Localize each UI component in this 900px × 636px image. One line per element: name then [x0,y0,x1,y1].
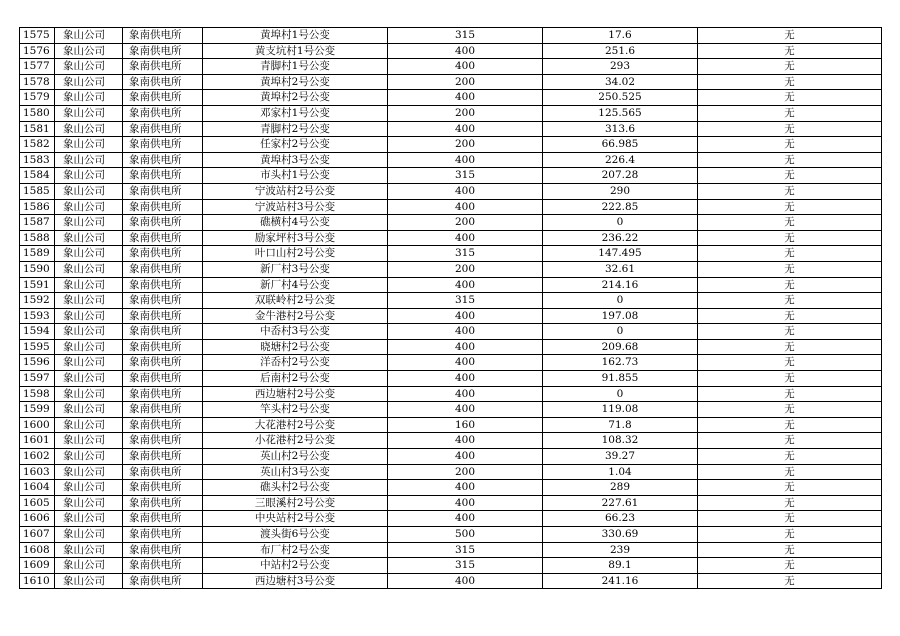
transformer-name-cell: 黄埠村2号公变 [203,90,388,106]
table-row [20,558,882,574]
status-cell: 无 [698,402,882,418]
status-cell: 无 [698,215,882,231]
capacity-cell: 200 [388,464,543,480]
capacity-cell: 200 [388,74,543,90]
status-cell: 无 [698,183,882,199]
status-cell: 无 [698,137,882,153]
load-cell: 197.08 [543,308,698,324]
capacity-cell: 400 [388,339,543,355]
table-row [20,433,882,449]
table-row [20,293,882,309]
company-cell: 象山公司 [55,433,123,449]
table-row [20,90,882,106]
status-cell: 无 [698,386,882,402]
table-row [20,324,882,340]
table-row [20,355,882,371]
load-cell: 66.985 [543,137,698,153]
table-row [20,246,882,262]
row-number-cell: 1579 [20,90,55,106]
load-cell: 0 [543,324,698,340]
capacity-cell: 400 [388,386,543,402]
station-cell: 象南供电所 [123,152,203,168]
table-row [20,371,882,387]
status-cell: 无 [698,480,882,496]
company-cell: 象山公司 [55,28,123,44]
capacity-cell: 400 [388,183,543,199]
status-cell: 无 [698,199,882,215]
capacity-cell: 400 [388,59,543,75]
row-number-cell: 1593 [20,308,55,324]
load-cell: 32.61 [543,261,698,277]
row-number-cell: 1591 [20,277,55,293]
row-number-cell: 1603 [20,464,55,480]
transformer-name-cell: 布厂村2号公变 [203,542,388,558]
capacity-cell: 200 [388,215,543,231]
station-cell: 象南供电所 [123,449,203,465]
company-cell: 象山公司 [55,308,123,324]
transformer-name-cell: 青脚村1号公变 [203,59,388,75]
station-cell: 象南供电所 [123,28,203,44]
load-cell: 71.8 [543,417,698,433]
load-cell: 250.525 [543,90,698,106]
load-cell: 17.6 [543,28,698,44]
capacity-cell: 400 [388,371,543,387]
row-number-cell: 1588 [20,230,55,246]
row-number-cell: 1577 [20,59,55,75]
company-cell: 象山公司 [55,464,123,480]
company-cell: 象山公司 [55,183,123,199]
transformer-name-cell: 黄埠村3号公变 [203,152,388,168]
table-row [20,59,882,75]
station-cell: 象南供电所 [123,308,203,324]
company-cell: 象山公司 [55,74,123,90]
transformer-name-cell: 三眼溪村2号公变 [203,495,388,511]
transformer-name-cell: 竿头村2号公变 [203,402,388,418]
company-cell: 象山公司 [55,527,123,543]
status-cell: 无 [698,246,882,262]
company-cell: 象山公司 [55,355,123,371]
load-cell: 0 [543,386,698,402]
row-number-cell: 1592 [20,293,55,309]
capacity-cell: 400 [388,230,543,246]
table-body [20,28,882,589]
status-cell: 无 [698,308,882,324]
transformer-name-cell: 大花港村2号公变 [203,417,388,433]
company-cell: 象山公司 [55,105,123,121]
row-number-cell: 1598 [20,386,55,402]
transformer-name-cell: 叶口山村2号公变 [203,246,388,262]
company-cell: 象山公司 [55,215,123,231]
table-row [20,152,882,168]
status-cell: 无 [698,230,882,246]
station-cell: 象南供电所 [123,511,203,527]
table-row [20,542,882,558]
station-cell: 象南供电所 [123,558,203,574]
load-cell: 0 [543,293,698,309]
load-cell: 241.16 [543,573,698,589]
station-cell: 象南供电所 [123,59,203,75]
capacity-cell: 500 [388,527,543,543]
row-number-cell: 1601 [20,433,55,449]
company-cell: 象山公司 [55,511,123,527]
transformer-table [19,27,882,589]
company-cell: 象山公司 [55,199,123,215]
station-cell: 象南供电所 [123,371,203,387]
row-number-cell: 1608 [20,542,55,558]
transformer-name-cell: 宁波站村2号公变 [203,183,388,199]
capacity-cell: 400 [388,121,543,137]
company-cell: 象山公司 [55,480,123,496]
table-row [20,74,882,90]
capacity-cell: 400 [388,308,543,324]
status-cell: 无 [698,74,882,90]
capacity-cell: 400 [388,480,543,496]
transformer-name-cell: 励家坪村3号公变 [203,230,388,246]
transformer-name-cell: 宁波站村3号公变 [203,199,388,215]
station-cell: 象南供电所 [123,43,203,59]
row-number-cell: 1605 [20,495,55,511]
company-cell: 象山公司 [55,573,123,589]
table-row [20,168,882,184]
status-cell: 无 [698,277,882,293]
station-cell: 象南供电所 [123,246,203,262]
row-number-cell: 1578 [20,74,55,90]
row-number-cell: 1575 [20,28,55,44]
company-cell: 象山公司 [55,168,123,184]
load-cell: 222.85 [543,199,698,215]
company-cell: 象山公司 [55,121,123,137]
load-cell: 108.32 [543,433,698,449]
transformer-name-cell: 洋岙村2号公变 [203,355,388,371]
station-cell: 象南供电所 [123,355,203,371]
company-cell: 象山公司 [55,59,123,75]
table-row [20,230,882,246]
load-cell: 66.23 [543,511,698,527]
row-number-cell: 1609 [20,558,55,574]
table-row [20,28,882,44]
station-cell: 象南供电所 [123,74,203,90]
station-cell: 象南供电所 [123,137,203,153]
row-number-cell: 1607 [20,527,55,543]
transformer-name-cell: 西边塘村3号公变 [203,573,388,589]
table-row [20,480,882,496]
station-cell: 象南供电所 [123,480,203,496]
station-cell: 象南供电所 [123,90,203,106]
capacity-cell: 400 [388,152,543,168]
capacity-cell: 160 [388,417,543,433]
transformer-name-cell: 礁头村2号公变 [203,480,388,496]
capacity-cell: 400 [388,355,543,371]
capacity-cell: 400 [388,324,543,340]
status-cell: 无 [698,542,882,558]
status-cell: 无 [698,433,882,449]
row-number-cell: 1599 [20,402,55,418]
station-cell: 象南供电所 [123,527,203,543]
table-row [20,105,882,121]
capacity-cell: 200 [388,261,543,277]
row-number-cell: 1596 [20,355,55,371]
status-cell: 无 [698,90,882,106]
company-cell: 象山公司 [55,90,123,106]
company-cell: 象山公司 [55,495,123,511]
transformer-name-cell: 中岙村3号公变 [203,324,388,340]
station-cell: 象南供电所 [123,105,203,121]
capacity-cell: 315 [388,558,543,574]
transformer-name-cell: 双联岭村2号公变 [203,293,388,309]
transformer-name-cell: 青脚村2号公变 [203,121,388,137]
load-cell: 209.68 [543,339,698,355]
company-cell: 象山公司 [55,277,123,293]
capacity-cell: 315 [388,168,543,184]
capacity-cell: 200 [388,105,543,121]
company-cell: 象山公司 [55,371,123,387]
capacity-cell: 400 [388,199,543,215]
transformer-name-cell: 后南村2号公变 [203,371,388,387]
table-row [20,277,882,293]
transformer-name-cell: 黄支坑村1号公变 [203,43,388,59]
table-row [20,449,882,465]
row-number-cell: 1583 [20,152,55,168]
load-cell: 119.08 [543,402,698,418]
row-number-cell: 1586 [20,199,55,215]
transformer-name-cell: 黄埠村2号公变 [203,74,388,90]
status-cell: 无 [698,355,882,371]
load-cell: 226.4 [543,152,698,168]
table-row [20,464,882,480]
station-cell: 象南供电所 [123,573,203,589]
load-cell: 1.04 [543,464,698,480]
status-cell: 无 [698,261,882,277]
company-cell: 象山公司 [55,324,123,340]
capacity-cell: 400 [388,277,543,293]
transformer-name-cell: 英山村2号公变 [203,449,388,465]
load-cell: 125.565 [543,105,698,121]
table-row [20,417,882,433]
load-cell: 147.495 [543,246,698,262]
status-cell: 无 [698,105,882,121]
row-number-cell: 1594 [20,324,55,340]
row-number-cell: 1604 [20,480,55,496]
row-number-cell: 1581 [20,121,55,137]
row-number-cell: 1610 [20,573,55,589]
capacity-cell: 400 [388,402,543,418]
capacity-cell: 400 [388,433,543,449]
company-cell: 象山公司 [55,542,123,558]
station-cell: 象南供电所 [123,542,203,558]
load-cell: 289 [543,480,698,496]
table-row [20,495,882,511]
company-cell: 象山公司 [55,402,123,418]
load-cell: 313.6 [543,121,698,137]
station-cell: 象南供电所 [123,277,203,293]
capacity-cell: 400 [388,449,543,465]
company-cell: 象山公司 [55,293,123,309]
load-cell: 239 [543,542,698,558]
table-row [20,527,882,543]
load-cell: 89.1 [543,558,698,574]
load-cell: 162.73 [543,355,698,371]
capacity-cell: 315 [388,542,543,558]
table-row [20,402,882,418]
table-row [20,511,882,527]
table-row [20,386,882,402]
row-number-cell: 1580 [20,105,55,121]
row-number-cell: 1597 [20,371,55,387]
capacity-cell: 315 [388,246,543,262]
status-cell: 无 [698,449,882,465]
station-cell: 象南供电所 [123,417,203,433]
status-cell: 无 [698,417,882,433]
status-cell: 无 [698,339,882,355]
transformer-name-cell: 西边塘村2号公变 [203,386,388,402]
status-cell: 无 [698,121,882,137]
company-cell: 象山公司 [55,386,123,402]
row-number-cell: 1587 [20,215,55,231]
table-row [20,183,882,199]
station-cell: 象南供电所 [123,402,203,418]
status-cell: 无 [698,28,882,44]
station-cell: 象南供电所 [123,339,203,355]
status-cell: 无 [698,293,882,309]
table-row [20,308,882,324]
load-cell: 34.02 [543,74,698,90]
station-cell: 象南供电所 [123,324,203,340]
transformer-name-cell: 邓家村1号公变 [203,105,388,121]
station-cell: 象南供电所 [123,293,203,309]
station-cell: 象南供电所 [123,199,203,215]
load-cell: 251.6 [543,43,698,59]
capacity-cell: 315 [388,293,543,309]
row-number-cell: 1582 [20,137,55,153]
capacity-cell: 200 [388,137,543,153]
capacity-cell: 400 [388,573,543,589]
row-number-cell: 1600 [20,417,55,433]
status-cell: 无 [698,152,882,168]
station-cell: 象南供电所 [123,386,203,402]
station-cell: 象南供电所 [123,230,203,246]
row-number-cell: 1595 [20,339,55,355]
status-cell: 无 [698,371,882,387]
table-row [20,215,882,231]
company-cell: 象山公司 [55,417,123,433]
transformer-name-cell: 中央站村2号公变 [203,511,388,527]
table-row [20,339,882,355]
transformer-name-cell: 英山村3号公变 [203,464,388,480]
capacity-cell: 400 [388,511,543,527]
load-cell: 207.28 [543,168,698,184]
capacity-cell: 315 [388,28,543,44]
transformer-name-cell: 黄埠村1号公变 [203,28,388,44]
transformer-name-cell: 任家村2号公变 [203,137,388,153]
status-cell: 无 [698,59,882,75]
load-cell: 0 [543,215,698,231]
transformer-name-cell: 渡头街6号公变 [203,527,388,543]
company-cell: 象山公司 [55,137,123,153]
status-cell: 无 [698,558,882,574]
load-cell: 290 [543,183,698,199]
status-cell: 无 [698,495,882,511]
row-number-cell: 1590 [20,261,55,277]
company-cell: 象山公司 [55,558,123,574]
transformer-name-cell: 金牛港村2号公变 [203,308,388,324]
station-cell: 象南供电所 [123,495,203,511]
load-cell: 330.69 [543,527,698,543]
station-cell: 象南供电所 [123,183,203,199]
company-cell: 象山公司 [55,152,123,168]
capacity-cell: 400 [388,43,543,59]
table-row [20,261,882,277]
table-row [20,199,882,215]
load-cell: 39.27 [543,449,698,465]
table-row [20,573,882,589]
row-number-cell: 1584 [20,168,55,184]
status-cell: 无 [698,527,882,543]
station-cell: 象南供电所 [123,261,203,277]
station-cell: 象南供电所 [123,464,203,480]
load-cell: 293 [543,59,698,75]
transformer-name-cell: 市头村1号公变 [203,168,388,184]
transformer-name-cell: 小花港村2号公变 [203,433,388,449]
status-cell: 无 [698,43,882,59]
table-row [20,137,882,153]
transformer-name-cell: 中站村2号公变 [203,558,388,574]
row-number-cell: 1585 [20,183,55,199]
transformer-name-cell: 礁横村4号公变 [203,215,388,231]
load-cell: 227.61 [543,495,698,511]
spreadsheet-page [19,27,881,589]
load-cell: 91.855 [543,371,698,387]
row-number-cell: 1589 [20,246,55,262]
company-cell: 象山公司 [55,449,123,465]
status-cell: 无 [698,464,882,480]
company-cell: 象山公司 [55,230,123,246]
status-cell: 无 [698,324,882,340]
row-number-cell: 1606 [20,511,55,527]
transformer-name-cell: 新厂村4号公变 [203,277,388,293]
capacity-cell: 400 [388,495,543,511]
status-cell: 无 [698,573,882,589]
company-cell: 象山公司 [55,261,123,277]
company-cell: 象山公司 [55,246,123,262]
status-cell: 无 [698,511,882,527]
status-cell: 无 [698,168,882,184]
transformer-name-cell: 晓塘村2号公变 [203,339,388,355]
load-cell: 236.22 [543,230,698,246]
station-cell: 象南供电所 [123,215,203,231]
capacity-cell: 400 [388,90,543,106]
table-row [20,121,882,137]
table-row [20,43,882,59]
company-cell: 象山公司 [55,339,123,355]
row-number-cell: 1602 [20,449,55,465]
station-cell: 象南供电所 [123,121,203,137]
station-cell: 象南供电所 [123,168,203,184]
row-number-cell: 1576 [20,43,55,59]
transformer-name-cell: 新厂村3号公变 [203,261,388,277]
station-cell: 象南供电所 [123,433,203,449]
company-cell: 象山公司 [55,43,123,59]
load-cell: 214.16 [543,277,698,293]
